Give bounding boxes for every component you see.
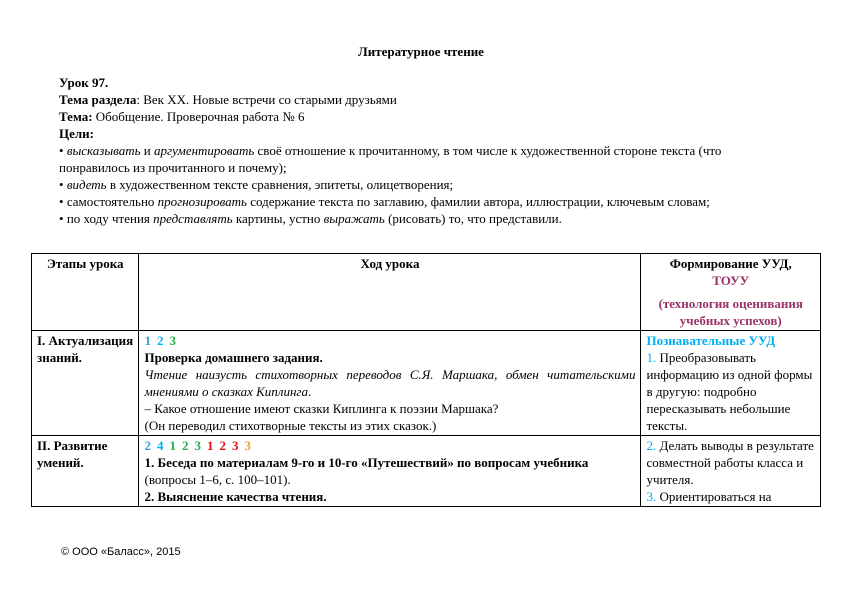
goal-item: • высказывать и аргументировать своё отношение к прочитанному, в том числе к художественной стороне текста (что xyxy=(59,143,722,158)
lesson-number: Урок 97. xyxy=(59,75,109,90)
footer-copyright: © ООО «Баласс», 2015 xyxy=(61,546,181,558)
criterion-number: 2 xyxy=(144,438,151,453)
goal-verb: представлять xyxy=(153,211,233,226)
uud-number: 3. xyxy=(646,489,657,504)
goal-verb: видеть xyxy=(66,177,107,192)
goal-text: содержание текста по заглавию, фамилии автора, иллюстрации, ключевым словам; xyxy=(246,194,710,209)
header-course: Ход урока xyxy=(139,254,641,331)
uud-cell xyxy=(641,436,821,507)
criterion-number: 3 xyxy=(169,333,176,348)
uud-item xyxy=(646,349,815,434)
activity-italic: Чтение наизусть стихотворных переводов С.Я. Маршака, обмен читательскими мнениями о сказках Киплинга xyxy=(144,367,636,399)
uud-item xyxy=(646,488,815,505)
table-row xyxy=(32,331,821,436)
goals-label: Цели: xyxy=(59,126,94,141)
goal-text: и xyxy=(140,143,154,158)
uud-text: Ориентироваться на xyxy=(656,489,772,504)
goal-item: • видеть в художественном тексте сравнения, эпитеты, олицетворения; xyxy=(59,177,454,192)
header-uud-title: Формирование УУД, xyxy=(669,256,792,271)
uud-number: 2. xyxy=(646,438,657,453)
uud-number: 1. xyxy=(646,350,657,365)
goal-verb: прогнозировать xyxy=(157,194,247,209)
goal-text: самостоятельно xyxy=(66,194,158,209)
header-stages: Этапы урока xyxy=(32,254,139,331)
criteria-numbers xyxy=(144,332,635,349)
criterion-number: 1 xyxy=(144,333,151,348)
uud-item xyxy=(646,437,815,488)
section-text: : Век XX. Новые встречи со старыми друзьями xyxy=(136,92,397,107)
page-title: Литературное чтение xyxy=(358,44,484,59)
activity-italic-end: . xyxy=(308,384,312,399)
goal-verb: аргументировать xyxy=(154,143,255,158)
stage-cell: I. Актуализация знаний. xyxy=(32,331,139,436)
uud-cell xyxy=(641,331,821,436)
header-uud xyxy=(641,254,821,331)
criterion-number: 1 xyxy=(206,438,214,453)
table-row xyxy=(32,436,821,507)
course-cell xyxy=(139,331,641,436)
goal-text: своё отношение к прочитанному, в том числе к художественной стороне текста (что xyxy=(254,143,722,158)
uud-heading: Познавательные УУД xyxy=(646,333,776,348)
goal-text: (рисовать) то, что представили. xyxy=(384,211,562,226)
activity-description xyxy=(144,366,635,400)
criterion-number: 2 xyxy=(219,438,226,453)
topic-label: Тема: xyxy=(59,109,93,124)
uud-text: Преобразовывать информацию из одной формы в другую: подробно пересказывать небольшие тексты. xyxy=(646,350,813,433)
criterion-number: 2 xyxy=(181,438,189,453)
activity-answer: (Он переводил стихотворные тексты из этих сказок.) xyxy=(144,418,437,433)
activity-question: – Какое отношение имеют сказки Киплинга к поэзии Маршака? xyxy=(144,401,499,416)
goal-item-cont: понравилось из прочитанного и почему); xyxy=(59,160,287,175)
section-line xyxy=(59,91,779,108)
criterion-number: 4 xyxy=(156,438,164,453)
criterion-number: 3 xyxy=(194,438,201,453)
lesson-header xyxy=(59,74,779,227)
criteria-numbers xyxy=(144,437,635,454)
goal-item: • самостоятельно прогнозировать содержание текста по заглавию, фамилии автора, иллюстрации, ключевым словам; xyxy=(59,194,710,209)
goal-text: картины, устно xyxy=(232,211,324,226)
goal-verb: высказывать xyxy=(66,143,141,158)
lesson-table xyxy=(31,253,821,507)
section-label: Тема раздела xyxy=(59,92,137,107)
criterion-number: 1 xyxy=(169,438,176,453)
uud-text: Делать выводы в результате совместной работы класса и учителя. xyxy=(646,438,814,487)
table-header-row xyxy=(32,254,821,331)
goal-verb: выражать xyxy=(323,211,385,226)
topic-line xyxy=(59,108,779,125)
course-cell xyxy=(139,436,641,507)
header-tech: (технология оценивания учебных успехов) xyxy=(658,296,803,328)
topic-text: Обобщение. Проверочная работа № 6 xyxy=(92,109,305,124)
criterion-number: 3 xyxy=(244,438,251,453)
activity-note: (вопросы 1–6, с. 100–101). xyxy=(144,472,291,487)
criterion-number: 2 xyxy=(156,333,164,348)
stage-cell: II. Развитие умений. xyxy=(32,436,139,507)
activity-title: Проверка домашнего задания. xyxy=(144,350,323,365)
activity-title: 1. Беседа по материалам 9-го и 10-го «Путешествий» по вопросам учебника xyxy=(144,455,589,470)
goal-text: в художественном тексте сравнения, эпитеты, олицетворения; xyxy=(106,177,454,192)
goal-text: по ходу чтения xyxy=(66,211,154,226)
activity-title: 2. Выяснение качества чтения. xyxy=(144,489,327,504)
criterion-number: 3 xyxy=(231,438,239,453)
goal-item: • по ходу чтения представлять картины, устно выражать (рисовать) то, что представили. xyxy=(59,211,562,226)
header-touu: ТОУУ xyxy=(712,273,750,288)
